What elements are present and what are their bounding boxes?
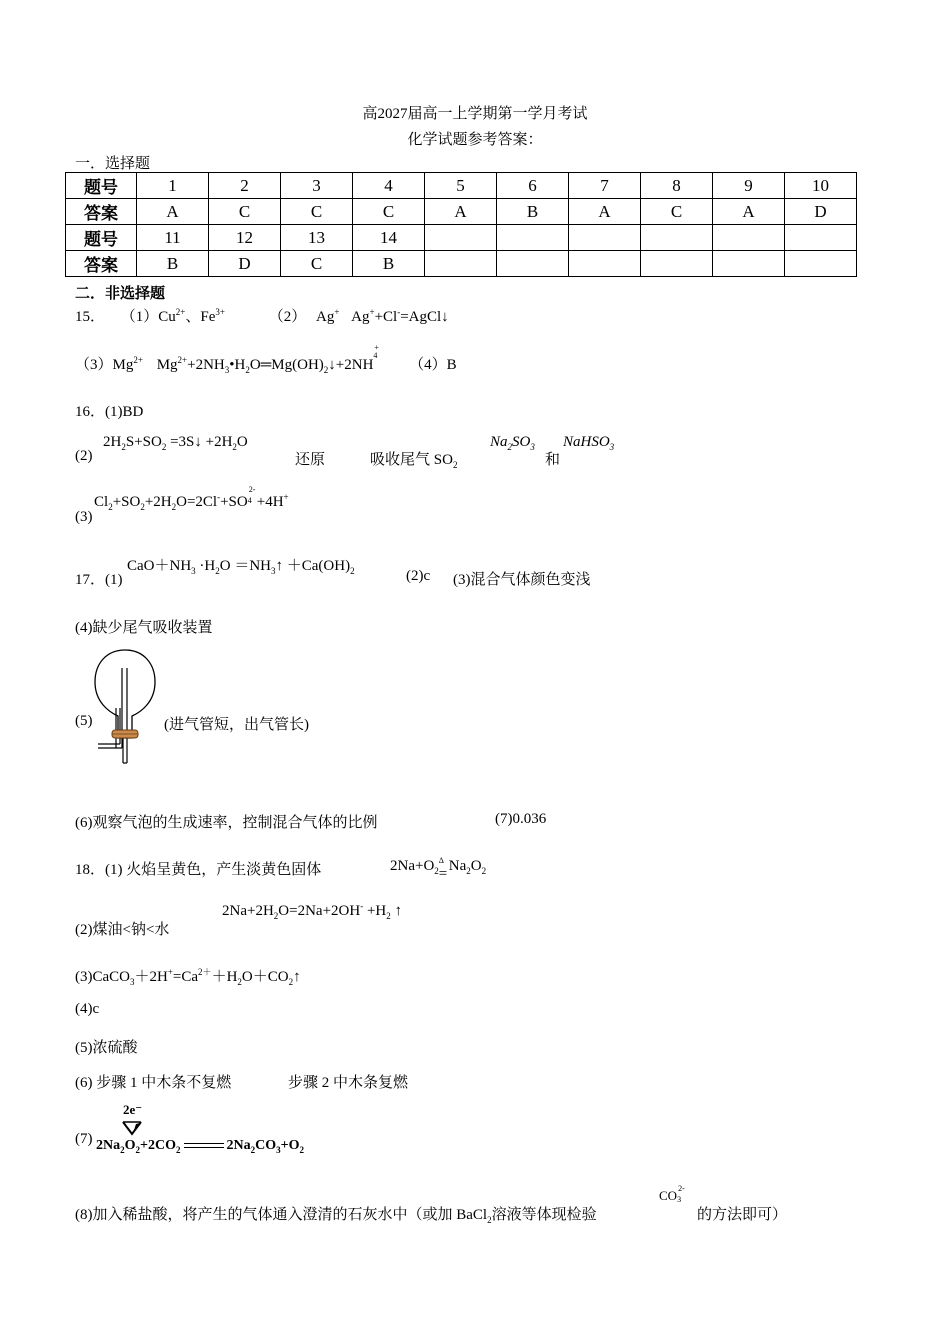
equation-part: Na <box>448 858 467 874</box>
table-cell: 3 <box>281 173 353 199</box>
q18-part8-end: 的方法即可） <box>697 1207 788 1223</box>
equation-part: 2Na <box>226 1138 251 1153</box>
q15-part3-label: （3） <box>75 357 113 373</box>
equation-part: ↑ <box>390 903 403 919</box>
equation-part: O═Mg(OH) <box>249 357 324 373</box>
q17-part5-label: (5) <box>75 713 93 729</box>
table-cell: A <box>569 199 641 225</box>
equation-part: Cl <box>94 494 109 510</box>
q17-part6: (6)观察气泡的生成速率，控制混合气体的比例 <box>75 815 378 831</box>
q16-part3-label: (3) <box>75 509 93 525</box>
q15-ion: Mg <box>112 357 134 373</box>
equation-part: =AgCl↓ <box>400 309 449 325</box>
table-cell: 11 <box>137 225 209 251</box>
table-cell: D <box>209 251 281 277</box>
equation-part: O <box>124 1138 136 1153</box>
table-cell <box>641 225 713 251</box>
equation-part: CaO＋NH <box>127 558 192 574</box>
equation-part: +Cl <box>374 309 398 325</box>
table-cell <box>641 251 713 277</box>
equation-part: CO <box>255 1138 277 1153</box>
table-cell: C <box>281 199 353 225</box>
table-cell: C <box>353 199 425 225</box>
q15-ion: Ag <box>315 309 335 325</box>
row-label: 题号 <box>66 225 137 251</box>
table-cell: 8 <box>641 173 713 199</box>
equation-part: +4H <box>256 494 284 510</box>
table-cell: 4 <box>353 173 425 199</box>
charge: + <box>369 307 375 317</box>
table-cell <box>785 225 857 251</box>
table-cell: 12 <box>209 225 281 251</box>
equation-part: +H <box>363 903 387 919</box>
row-label: 答案 <box>66 199 137 225</box>
page-subtitle: 化学试题参考答案： <box>407 132 543 148</box>
text: Na <box>490 434 508 450</box>
q18-part6b: 步骤 2 中木条复燃 <box>288 1075 409 1091</box>
q18-part4: (4)c <box>75 1001 100 1017</box>
q18-equation2: $2Na+2H_2O=2Na+2OH^- +H_2$ ↑ <box>222 901 403 921</box>
equation-part: ＋2H <box>134 969 168 985</box>
charge: 2+ <box>175 307 186 317</box>
equation-part: ↑ <box>293 969 301 985</box>
table-cell <box>425 225 497 251</box>
q17-equation: $CaO+NH_3 \cdot H_2O$ $=NH_3↑ +Ca(OH)_2$ <box>127 558 355 576</box>
table-cell: 1 <box>137 173 209 199</box>
q15-ion: Fe <box>200 309 216 325</box>
table-cell: 10 <box>785 173 857 199</box>
q15-part2-label: （2） <box>268 309 307 325</box>
equation-part: =Ca <box>172 969 199 985</box>
q16-and: 和 <box>545 452 561 468</box>
q16-salt1: $Na_2SO_3$ <box>490 434 535 452</box>
q18-carbonate <box>659 1184 687 1204</box>
equation-part: ＋H <box>211 969 238 985</box>
table-cell: B <box>497 199 569 225</box>
equation-part: O＋CO <box>241 969 289 985</box>
equation-part: +2H <box>144 494 172 510</box>
table-cell: C <box>281 251 353 277</box>
equation-part: +SO <box>112 494 141 510</box>
q16-salt2: NaHSO$_3$ <box>563 434 615 452</box>
equation-part: ·H <box>199 558 216 574</box>
q17-part4: (4)缺少尾气吸收装置 <box>75 620 213 636</box>
text: (8)加入稀盐酸，将产生的气体通入澄清的石灰水中（或加 BaCl <box>75 1207 488 1223</box>
text: SO <box>512 434 531 450</box>
table-cell <box>713 251 785 277</box>
table-cell: 5 <box>425 173 497 199</box>
equation-part: O=2Na+2OH <box>278 903 361 919</box>
table-cell: A <box>713 199 785 225</box>
table-cell <box>497 251 569 277</box>
q18-part5: (5)浓硫酸 <box>75 1040 138 1056</box>
electron-transfer-label: 2e⁻ <box>123 1102 143 1117</box>
table-cell: B <box>353 251 425 277</box>
equation-part: 2Na+O <box>390 858 435 874</box>
row-label: 题号 <box>66 173 137 199</box>
q15-part4: （4）B <box>409 357 457 373</box>
q15-ion: Cu <box>158 309 176 325</box>
charge: 3+ <box>215 307 225 317</box>
q16-word-absorb: 吸收尾气 $SO_2$ <box>370 452 458 470</box>
equation-part: 2H <box>103 434 122 450</box>
equation-part: +2CO <box>140 1138 176 1153</box>
q15-part1-label: （1） <box>120 309 159 325</box>
table-cell <box>785 251 857 277</box>
section2-heading: 二．非选择题 <box>75 286 166 302</box>
equation-part: (3)CaCO <box>75 969 130 985</box>
equation-part: ↓+2NH <box>328 357 374 373</box>
table-cell <box>425 251 497 277</box>
equation-part: +2NH <box>187 357 225 373</box>
q18-part7-label: (7) <box>75 1131 93 1147</box>
q17-part7: (7)0.036 <box>495 811 547 827</box>
q16-equation3: $Cl_2+SO_2+2H_2O=2Cl^-+SO$ 2- 4 +4H+ <box>94 485 289 512</box>
table-row <box>66 199 857 225</box>
equation-part: O <box>236 434 248 450</box>
equation-part: Ag <box>351 309 370 325</box>
equation-part: =3S↓ +2H <box>166 434 233 450</box>
q18-part3: $(3)CaCO_3+2H^+=Ca^{2+}+H_2O+CO_2↑$ <box>75 967 301 987</box>
q15-line1: 15． $(1)Cu^{2+}$、$Fe^{3+}$ （2） Ag+ Ag++Cl-=AgCl↓ <box>75 307 449 325</box>
equation-part: S+SO <box>125 434 162 450</box>
equation-part: 2Na+2H <box>222 903 274 919</box>
equation-part: +O <box>280 1138 300 1153</box>
q18-equation1: $2Na+O_2$ Δ = $Na_2O_2$ <box>390 856 487 882</box>
row-label: 答案 <box>66 251 137 277</box>
answer-table <box>65 172 857 277</box>
table-cell: 13 <box>281 225 353 251</box>
charge: 2+ <box>177 355 188 365</box>
heat-symbol: Δ <box>438 856 444 865</box>
table-cell <box>569 225 641 251</box>
q17-line1-prefix: 17．(1) <box>75 572 123 588</box>
equation-part: +SO <box>220 494 248 510</box>
charge: 2- <box>678 1184 685 1193</box>
q17-part2: (2)c <box>406 568 431 584</box>
q15-line2: $(3)Mg^{2+}$ $Mg^{2+}+2NH_3•H_2O═Mg(OH)_2↓+2NH$ + 4 （4）B <box>75 343 457 375</box>
subscript: 3 <box>677 1195 682 1204</box>
charge: 2+ <box>133 355 143 365</box>
q18-part6a: (6) 步骤 1 中木条不复燃 <box>75 1075 232 1091</box>
q16-line1: 16．(1)BD <box>75 404 144 420</box>
table-cell: 14 <box>353 225 425 251</box>
q15-number: 15． <box>75 309 106 325</box>
table-row <box>66 225 857 251</box>
q17-part3: (3)混合气体颜色变浅 <box>453 572 591 588</box>
equation-part: Mg <box>156 357 178 373</box>
table-cell: 9 <box>713 173 785 199</box>
equation-part: O ＝NH <box>219 558 271 574</box>
text: CO <box>659 1188 678 1203</box>
separator: 、 <box>185 309 201 325</box>
text: NaHSO <box>563 434 610 450</box>
table-cell: A <box>137 199 209 225</box>
section1-heading: 一．选择题 <box>75 156 151 172</box>
table-cell: B <box>137 251 209 277</box>
table-row <box>66 251 857 277</box>
q16-word-reduction: 还原 <box>295 452 326 468</box>
table-row <box>66 173 857 199</box>
table-cell: 6 <box>497 173 569 199</box>
q18-part2: (2)煤油<钠<水 <box>75 922 170 938</box>
text: 溶液等体现检验 <box>491 1207 597 1223</box>
q18-line1: 18．(1) 火焰呈黄色，产生淡黄色固体 <box>75 862 322 878</box>
subscript: 4 <box>373 351 378 360</box>
table-cell: D <box>785 199 857 225</box>
q16-equation: $2H_2S+SO_2$ =3S↓ $+2H_2O$ <box>103 434 248 452</box>
equation-part: •H <box>229 357 246 373</box>
charge: + <box>334 307 340 317</box>
equation-part: 2Na <box>96 1138 121 1153</box>
q18-equation7: $2Na_2O_2+2CO_2$ $2Na_2CO_3+O_2$ <box>96 1138 304 1155</box>
electron-arrow-icon <box>120 1120 144 1136</box>
table-cell: C <box>209 199 281 225</box>
equation-part: O=2Cl <box>176 494 218 510</box>
q17-part5-note: (进气管短，出气管长) <box>164 717 309 733</box>
table-cell <box>713 225 785 251</box>
table-cell <box>497 225 569 251</box>
flask-diagram-icon <box>92 648 158 766</box>
table-cell: A <box>425 199 497 225</box>
equation-part: ↑ ＋Ca(OH) <box>275 558 351 574</box>
q18-part8: (8)加入稀盐酸，将产生的气体通入澄清的石灰水中（或加 BaCl$_2$溶液等体现检验 <box>75 1207 597 1225</box>
text: 吸收尾气 SO <box>370 452 453 468</box>
table-cell: 2 <box>209 173 281 199</box>
page-title: 高2027届高一上学期第一学月考试 <box>362 106 588 122</box>
q16-part2-label: (2) <box>75 448 93 464</box>
table-cell: C <box>641 199 713 225</box>
table-cell <box>569 251 641 277</box>
table-cell: 7 <box>569 173 641 199</box>
equation-part: O <box>470 858 482 874</box>
charge: + <box>374 343 379 352</box>
